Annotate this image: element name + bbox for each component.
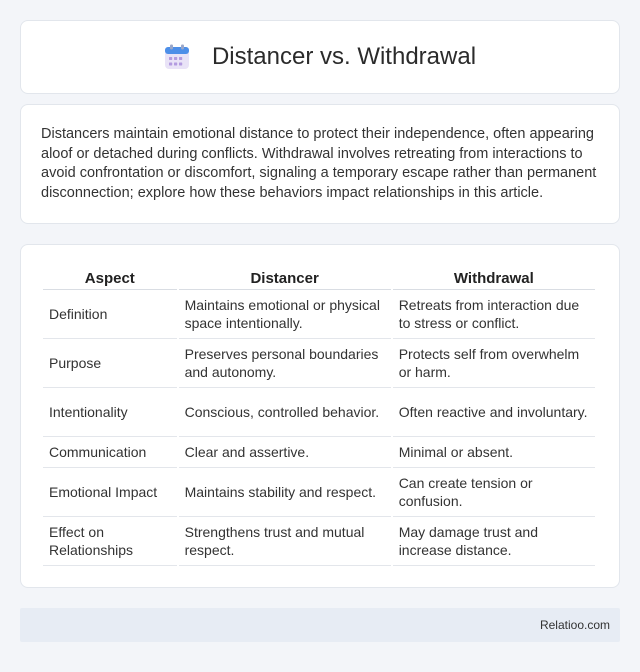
distancer-cell: Maintains stability and respect. [179,468,391,517]
column-header-distancer: Distancer [179,265,391,290]
withdrawal-cell: Often reactive and involuntary. [393,388,595,437]
intro-paragraph: Distancers maintain emotional distance to protect their independence, often appearing aloof or detached during conflicts. Withdrawal involves retreating from interactions to avoid confrontation or discomfort, signaling a temporary escape rather than permanent disconnection; explore how these behaviors impact relationships in this article. [41,126,597,201]
footer-bar [20,608,620,642]
table-row [43,290,595,339]
table-header-row [43,265,595,290]
comparison-card [20,244,620,588]
withdrawal-cell: Can create tension or confusion. [393,468,595,517]
distancer-cell: Maintains emotional or physical space intentionally. [179,290,391,339]
footer-brand-link[interactable]: Relatioo.com [539,618,610,632]
aspect-cell: Communication [43,437,177,468]
column-header-aspect: Aspect [43,265,177,290]
aspect-cell: Intentionality [43,388,177,437]
page-title: Distancer vs. Withdrawal [211,43,477,70]
aspect-cell: Emotional Impact [43,468,177,517]
distancer-cell: Conscious, controlled behavior. [179,388,391,437]
comparison-table [41,265,597,566]
distancer-cell: Clear and assertive. [179,437,391,468]
withdrawal-cell: May damage trust and increase distance. [393,517,595,566]
intro-card [20,104,620,224]
withdrawal-cell: Minimal or absent. [393,437,595,468]
table-row [43,468,595,517]
title-card [20,20,620,94]
aspect-cell: Effect on Relationships [43,517,177,566]
distancer-cell: Preserves personal boundaries and autonomy. [179,339,391,388]
table-row [43,339,595,388]
table-row [43,388,595,437]
column-header-withdrawal: Withdrawal [393,265,595,290]
aspect-cell: Purpose [43,339,177,388]
table-row [43,517,595,566]
table-row [43,437,595,468]
aspect-cell: Definition [43,290,177,339]
calendar-icon [164,44,190,70]
distancer-cell: Strengthens trust and mutual respect. [179,517,391,566]
withdrawal-cell: Retreats from interaction due to stress or conflict. [393,290,595,339]
withdrawal-cell: Protects self from overwhelm or harm. [393,339,595,388]
